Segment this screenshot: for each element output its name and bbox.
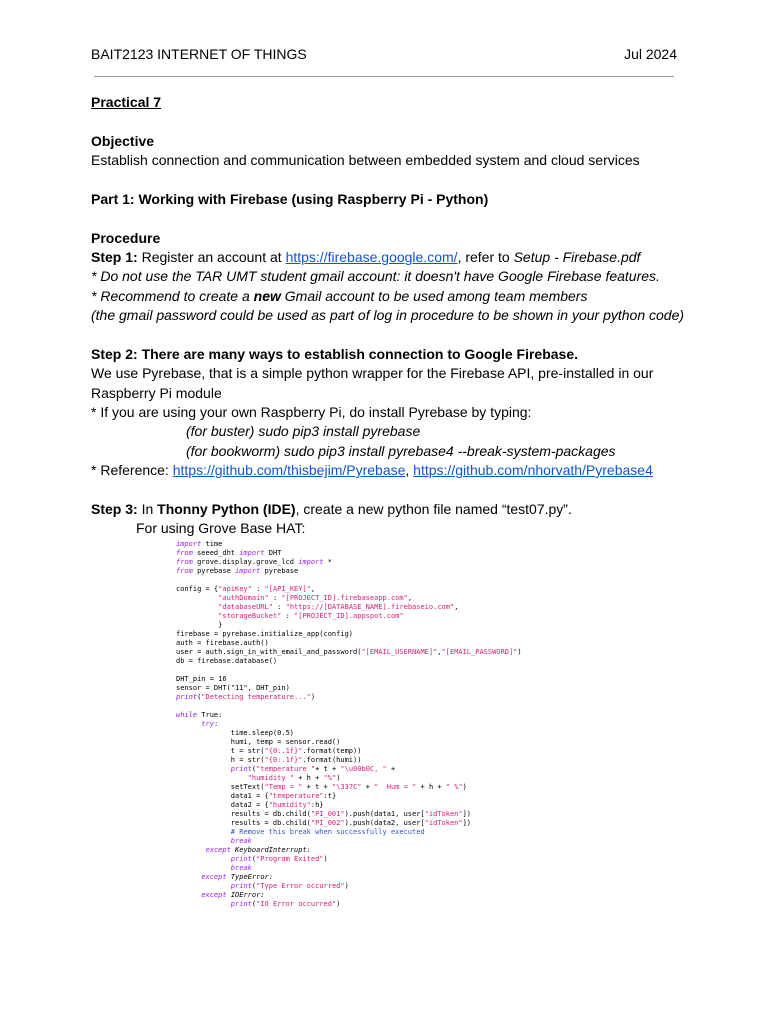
code-token: "{0:.1f}" xyxy=(264,756,303,764)
code-token: .format(temp)) xyxy=(302,747,362,755)
code-token: break xyxy=(230,837,252,845)
code-token: DHT xyxy=(264,549,282,557)
code-line xyxy=(176,711,522,720)
code-line xyxy=(176,873,522,882)
code-line xyxy=(176,792,522,801)
code-line xyxy=(176,729,522,738)
step1-ref: Setup - Firebase.pdf xyxy=(513,249,641,265)
code-line xyxy=(176,756,522,765)
code-token: config = { xyxy=(176,585,219,593)
code-token: except xyxy=(201,873,227,881)
step1-line xyxy=(91,248,640,266)
code-token xyxy=(176,765,231,773)
code-line xyxy=(176,837,522,846)
code-token: "%" xyxy=(323,774,337,782)
reference-line xyxy=(91,461,653,479)
code-token: + h + xyxy=(416,783,446,791)
code-token: ( xyxy=(251,882,257,890)
step1-mid: , refer to xyxy=(457,249,514,265)
code-token: : xyxy=(251,585,265,593)
code-token: IOError: xyxy=(230,891,265,899)
code-token: ) xyxy=(462,783,467,791)
code-token: "humidity " xyxy=(247,774,295,782)
code-token: "Program Exited" xyxy=(256,855,324,863)
code-token: :h} xyxy=(310,801,324,809)
reference-sep: , xyxy=(405,462,414,478)
step3-label: Step 3: xyxy=(91,501,138,517)
note2-bold: new xyxy=(253,288,281,304)
objective-text: Establish connection and communication between embedded system and cloud services xyxy=(91,152,640,168)
code-token: "Type Error occurred" xyxy=(256,882,345,890)
code-token: "\337C" xyxy=(331,783,362,791)
code-line xyxy=(176,558,522,567)
code-token: print xyxy=(230,765,252,773)
code-token: ) xyxy=(336,900,341,908)
code-token: "PI_002" xyxy=(310,819,345,827)
code-token: ]) xyxy=(462,810,472,818)
step2-line2: Raspberry Pi module xyxy=(91,385,222,401)
step1-note1: * Do not use the TAR UMT student gmail account: it doesn't have Google Firebase features. xyxy=(91,268,660,284)
code-token: sensor = DHT("11", DHT_pin) xyxy=(176,684,290,692)
code-token: * xyxy=(323,558,332,566)
code-token: "https://[DATABASE_NAME].firebaseio.com" xyxy=(285,603,455,611)
procedure-heading: Procedure xyxy=(91,230,161,246)
code-line xyxy=(176,549,522,558)
code-token: ( xyxy=(251,900,257,908)
step1-label: Step 1: xyxy=(91,249,138,265)
code-line xyxy=(176,612,522,621)
code-token: break xyxy=(230,864,252,872)
code-token: ) xyxy=(310,693,316,701)
code-token: from xyxy=(176,567,193,575)
code-line xyxy=(176,738,522,747)
code-token: import xyxy=(235,567,261,575)
code-token: results = db.child( xyxy=(176,819,311,827)
code-token xyxy=(176,891,201,899)
code-line xyxy=(176,567,522,576)
step3-post: , create a new python file named “test07.py”. xyxy=(295,501,572,517)
pyrebase4-link[interactable]: https://github.com/nhorvath/Pyrebase4 xyxy=(413,462,653,478)
code-line xyxy=(176,684,522,693)
code-token: ( xyxy=(197,693,202,701)
code-line xyxy=(176,594,522,603)
code-line xyxy=(176,900,522,909)
page-title: Practical 7 xyxy=(91,94,162,110)
code-token: setText( xyxy=(176,783,265,791)
code-token xyxy=(176,855,231,863)
code-token: "temperature " xyxy=(256,765,316,773)
code-token: "{0:.1f}" xyxy=(264,747,303,755)
code-token: db = firebase.database() xyxy=(176,657,278,665)
code-line xyxy=(176,675,522,684)
code-token: + xyxy=(386,765,396,773)
code-token xyxy=(176,837,231,845)
python-code-block xyxy=(176,540,522,909)
code-token: , xyxy=(310,585,316,593)
code-token: import xyxy=(176,540,202,548)
code-token: results = db.child( xyxy=(176,810,311,818)
code-token xyxy=(176,873,201,881)
code-line xyxy=(176,603,522,612)
code-token: :t} xyxy=(323,792,337,800)
code-line xyxy=(176,765,522,774)
code-token: firebase = pyrebase.initialize_app(config) xyxy=(176,630,354,638)
code-token: ) xyxy=(517,648,522,656)
code-token: from xyxy=(176,558,193,566)
code-token: ).push(data2, user[ xyxy=(344,819,425,827)
code-token: user = auth.sign_in_with_email_and_password( xyxy=(176,648,362,656)
code-token: import xyxy=(239,549,265,557)
code-line xyxy=(176,630,522,639)
step2-line1: We use Pyrebase, that is a simple python wrapper for the Firebase API, pre-installed in our xyxy=(91,365,654,381)
code-token: pyrebase xyxy=(192,567,236,575)
code-line xyxy=(176,828,522,837)
code-line xyxy=(176,891,522,900)
code-token xyxy=(176,846,206,854)
code-line xyxy=(176,846,522,855)
code-token: ]) xyxy=(462,819,472,827)
code-token: while xyxy=(176,711,198,719)
code-token: ) xyxy=(323,855,328,863)
grove-label: For using Grove Base HAT: xyxy=(136,520,306,536)
code-line xyxy=(176,747,522,756)
install-buster: (for buster) sudo pip3 install pyrebase xyxy=(186,423,421,439)
code-token: ) xyxy=(336,774,341,782)
code-token: ( xyxy=(251,855,257,863)
code-token: time xyxy=(201,540,223,548)
code-line xyxy=(176,819,522,828)
code-token: data2 = { xyxy=(176,801,269,809)
objective-heading: Objective xyxy=(91,133,155,149)
step2-line3: * If you are using your own Raspberry Pi, do install Pyrebase by typing: xyxy=(91,404,532,420)
code-token: "[API_KEY]" xyxy=(264,585,311,593)
code-token: pyrebase xyxy=(260,567,299,575)
code-token: humi, temp = sensor.read() xyxy=(176,738,341,746)
code-token: print xyxy=(230,882,252,890)
code-token: "humidity" xyxy=(268,801,311,809)
code-token: "[EMAIL_USERNAME]" xyxy=(361,648,438,656)
code-token: print xyxy=(176,693,198,701)
course-header: BAIT2123 INTERNET OF THINGS xyxy=(91,46,307,62)
code-token: : xyxy=(213,720,219,728)
code-token xyxy=(176,720,201,728)
code-token: "[EMAIL_PASSWORD]" xyxy=(441,648,518,656)
code-token: "idToken" xyxy=(424,819,463,827)
code-token: , xyxy=(407,594,413,602)
code-token xyxy=(176,900,231,908)
code-token: : xyxy=(272,603,286,611)
code-token: print xyxy=(230,900,252,908)
code-line xyxy=(176,666,522,675)
code-token xyxy=(176,774,248,782)
code-token: "[PROJECT_ID].appspot.com" xyxy=(294,612,404,620)
code-token: # Remove this break when successfully executed xyxy=(230,828,425,836)
code-token: True: xyxy=(197,711,223,719)
code-token: auth = firebase.auth() xyxy=(176,639,269,647)
code-token: "PI_001" xyxy=(310,810,345,818)
code-token: "IO Error occurred" xyxy=(256,900,337,908)
code-token xyxy=(176,594,218,602)
code-token: KeyboardInterrupt: xyxy=(235,846,311,854)
code-token: } xyxy=(176,621,223,629)
code-token: import xyxy=(298,558,324,566)
code-token xyxy=(176,882,231,890)
code-token: grove.display.grove_lcd xyxy=(192,558,299,566)
note2-post: Gmail account to be used among team members xyxy=(280,288,588,304)
code-token: from xyxy=(176,549,193,557)
code-token: try xyxy=(201,720,214,728)
step3-line xyxy=(91,500,572,518)
code-line xyxy=(176,621,522,630)
date-header: Jul 2024 xyxy=(624,46,677,62)
code-line xyxy=(176,864,522,873)
code-token xyxy=(176,864,231,872)
code-token: "Detecting temperature..." xyxy=(201,693,311,701)
code-token: "authDomain" xyxy=(218,594,269,602)
code-token: data1 = { xyxy=(176,792,269,800)
code-line xyxy=(176,720,522,729)
code-token: "idToken" xyxy=(424,810,463,818)
part1-heading: Part 1: Working with Firebase (using Raspberry Pi - Python) xyxy=(91,191,489,207)
note2-pre: * Recommend to create a xyxy=(91,288,254,304)
code-token: h = str( xyxy=(176,756,265,764)
code-token: seeed_dht xyxy=(192,549,240,557)
code-token: : xyxy=(281,612,295,620)
code-line xyxy=(176,540,522,549)
code-token: except xyxy=(201,891,227,899)
code-token: + xyxy=(361,783,375,791)
code-token: + h + xyxy=(294,774,324,782)
code-line xyxy=(176,882,522,891)
step3-pre: In xyxy=(137,501,158,517)
code-token: except xyxy=(205,846,231,854)
code-token: : xyxy=(268,594,282,602)
pyrebase-link[interactable]: https://github.com/thisbejim/Pyrebase xyxy=(172,462,406,478)
code-line xyxy=(176,657,522,666)
code-token: "Temp = " xyxy=(264,783,303,791)
code-token: ).push(data1, user[ xyxy=(344,810,425,818)
code-line xyxy=(176,648,522,657)
code-token: "\u00b0C, " xyxy=(340,765,387,773)
code-token: , xyxy=(437,648,442,656)
step3-ide: Thonny Python (IDE) xyxy=(157,501,296,517)
code-line xyxy=(176,639,522,648)
code-line xyxy=(176,693,522,702)
code-token: + t + xyxy=(302,783,332,791)
code-token: ) xyxy=(344,882,349,890)
code-token xyxy=(176,603,218,611)
step1-pre: Register an account at xyxy=(137,249,286,265)
code-token: t = str( xyxy=(176,747,265,755)
code-token: TypeError: xyxy=(230,873,273,881)
code-token: " %" xyxy=(445,783,463,791)
code-token xyxy=(176,828,231,836)
code-line xyxy=(176,855,522,864)
step2-heading: Step 2: There are many ways to establish connection to Google Firebase. xyxy=(91,346,579,362)
code-token: ( xyxy=(251,765,257,773)
code-line xyxy=(176,801,522,810)
code-line xyxy=(176,810,522,819)
code-token: + t + xyxy=(315,765,341,773)
code-token: .format(humi)) xyxy=(302,756,362,764)
code-token: "apiKey" xyxy=(218,585,252,593)
code-token: DHT_pin = 16 xyxy=(176,675,227,683)
code-token: "storageBucket" xyxy=(218,612,282,620)
reference-label: * Reference: xyxy=(91,462,173,478)
code-token: "[PROJECT_ID].firebaseapp.com" xyxy=(281,594,408,602)
header-divider xyxy=(94,76,674,77)
code-line xyxy=(176,783,522,792)
firebase-link[interactable]: https://firebase.google.com/ xyxy=(285,249,458,265)
code-token: print xyxy=(230,855,252,863)
code-token: , xyxy=(454,603,459,611)
code-token: time.sleep(0.5) xyxy=(176,729,295,737)
code-line xyxy=(176,585,522,594)
code-token: "temperature" xyxy=(268,792,324,800)
step1-note2 xyxy=(91,287,587,305)
code-token: "databaseURL" xyxy=(218,603,273,611)
code-token: " Hum = " xyxy=(374,783,417,791)
code-line xyxy=(176,774,522,783)
code-token xyxy=(176,612,218,620)
code-line xyxy=(176,702,522,711)
install-bookworm: (for bookworm) sudo pip3 install pyrebase4 --break-system-packages xyxy=(186,443,616,459)
step1-note3: (the gmail password could be used as part of log in procedure to be shown in your python code) xyxy=(91,307,685,323)
code-line xyxy=(176,576,522,585)
